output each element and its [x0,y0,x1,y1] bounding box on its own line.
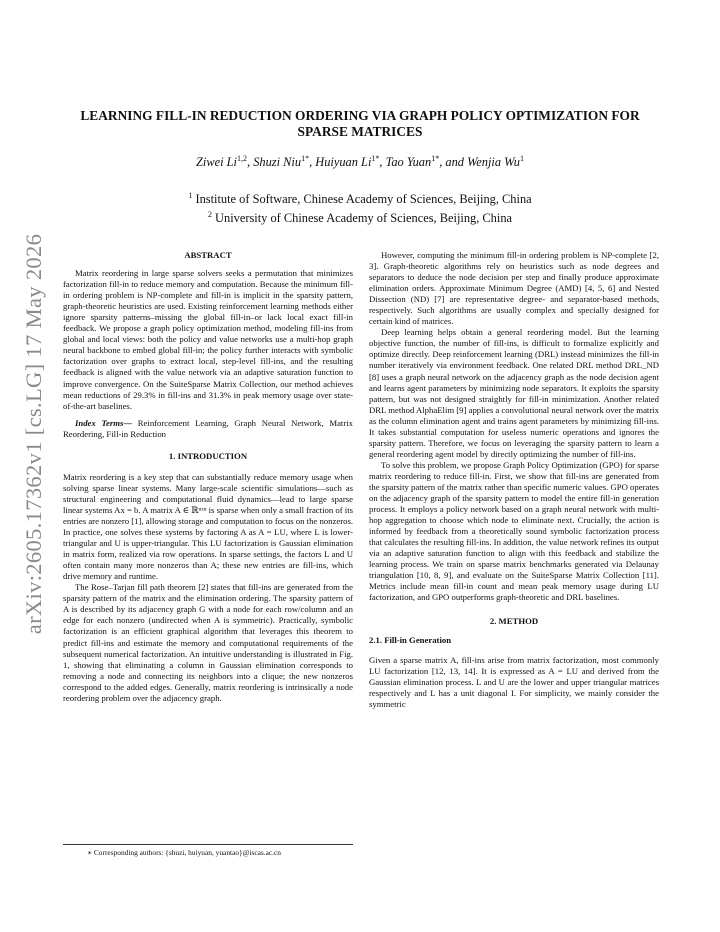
author: Huiyuan $Li^{1*}$, [315,154,386,170]
body-paragraph: However, computing the minimum fill-in ordering problem is NP-complete [2, 3]. Graph-theoretic algorithms rely on heuristics such as node degrees and separators to deduce the node decision per step and finally produce approximate elimination orders. Approximate Minimum Degree (AMD) [4, 5, 6] and Nested Dissection (ND) [7] are representative degree- and separator-based methods, respectively. Such algorithms are usually complex and specially designed for certain kind of matrices. [369,250,659,327]
author: Shuzi Niu$^{1*}$, [253,154,316,170]
body-paragraph: Deep learning helps obtain a general reordering model. But the learning objective function, the number of fill-ins, is difficult to formalize explicitly and optimize directly. Deep reinforcement learning (DRL) instead minimizes the fill-in number iteratively via environment feedback. One related DRL method DRL_ND [8] uses a graph neural network on the adjacency graph as the node decision agent and learns agent parameters by minimizing node separators. It exploits the sparsity pattern, but was not designed straightly for fill-in minimization. Another related DRL method AlphaElim [9] applies a convolutional neural network over the matrix as the column elimination agent and trains agent parameters by minimizing fill-ins. It takes substantial computation for useless numeric operations and ignores the sparsity pattern. Therefore, we focus on leveraging the sparsity pattern to learn a general reordering agent model by directly optimizing the number of fill-ins. [369,327,659,459]
abstract-heading: ABSTRACT [184,250,232,260]
abstract-text: Matrix reordering in large sparse solvers seeks a permutation that minimizes factorization fill-in to reduce memory and computation. Because the minimum fill-in ordering problem is NP-complete and fill-in is implicit in the sparsity pattern, graph-theoretic heuristics are used. Existing reinforcement learning methods either ignore sparsity patterns–missing the global fill-in–or lack local exact fill-in feedback. We propose a graph policy optimization method, modeling fill-ins from global and local views: both the policy and value networks use a multi-hop graph neural backbone to embed global fill-in; the policy further interacts with symbolic factorization over graphs to extract local, step-level fill-ins, and the resulting feedback is aligned with the value network via an adaptive saturation function to improve convergence. On the SuiteSparse Matrix Collection, our method achieves mean reductions of 29.3% in fill-ins and 31.3% in peak memory usage over state-of-the-art baselines. [63,268,353,411]
right-column [369,250,659,710]
author-list [60,154,660,170]
subsection-heading: 2.1. Fill-in Generation [369,634,452,645]
author: Wenjia Wu$^1$ [467,154,524,170]
method-heading: 2. METHOD [489,615,539,626]
footnote-text: ∗ Corresponding authors: {shuzi, huiyuan, yuantao}@iscas.ac.cn [87,848,282,857]
author: Tao Yuan$^{1*}$, and [385,154,468,170]
index-terms-text: Reinforcement Learning, Graph Neural Network, Matrix Reordering, Fill-in Reduction [63,417,354,439]
author: Ziwei Li$^{1,2}$, [196,154,254,170]
affiliation: $^1$ Institute of Software, Chinese Academy of Sciences, Beijing, China [188,191,532,207]
intro-paragraph: Matrix reordering is a key step that can substantially reduce memory usage when solving sparse linear systems. Many large-scale scientific simulations—such as structural engineering and computational fluid dynamics—lead to large sparse linear systems Ax = b. A matrix A ∈ ℝⁿˣⁿ is sparse when only a small fraction of its entries are nonzero [1], allowing storage and computation to focus on the nonzeros. In practice, one solves these systems by factoring A as A = LU, where L is lower-triangular and U is upper-triangular. This LU factorization is Gaussian elimination in matrix form, realized via row operations. In sparse settings, the factors L and U often contain many more nonzeros than A; these new entries are fill-ins, which drive memory and runtime. [63,471,353,582]
method-paragraph: Given a sparse matrix A, fill-ins arise from matrix factorization, most commonly LU factorization [12, 13, 14]. It is expressed as A = LU and derived from the Gaussian elimination process. L and U are the lower and upper triangular matrices respectively and L has a unit diagonal I. For simplicity, we mainly consider the symmetric [369,654,659,709]
intro-heading: 1. INTRODUCTION [168,450,248,461]
arxiv-stamp-text: arXiv:2605.17362v1 [cs.LG] 17 May 2026 [21,233,46,635]
footnote [63,844,353,857]
affiliations [60,188,660,226]
arxiv-stamp [14,214,54,654]
body-paragraph: To solve this problem, we propose Graph Policy Optimization (GPO) for sparse matrix reordering to reduce fill-in. First, we show that fill-ins are generated from the sparsity pattern of the matrix rather than specific numeric values. GPO operates on the adjacency graph of the sparsity pattern to model the entire fill-in generation process. It employs a policy network based on a graph neural network with multi-hop aggregation to choose which node to eliminate next. Crucially, the action is informed by feedback from a theoretically sound symbolic factorization process that calculates the resulting fill-ins. In addition, the value network refines its output via an adaptive saturation function to align with this feedback and stabilize the learning process. We train on sparse matrix benchmarks generated via Delaunay triangulation [10, 8, 9], and evaluate on the SuiteSparse Matrix Collection [11]. Metrics include mean fill-in count and mean peak memory usage during LU factorization, and GPO outperforms graph-theoretic and DRL baselines. [369,459,659,603]
left-column [63,250,353,704]
intro-paragraph: The Rose–Tarjan fill path theorem [2] states that fill-ins are generated from the sparsity pattern of the matrix and the elimination ordering. The sparsity pattern of A is described by its adjacency graph G with a node for each row/column and an edge for each nonzero (undirected when A is symmetric). Practically, symbolic factorization is an efficient graphical algorithm that leverages this theorem to predict fill-ins and estimate the memory and computational requirements of the subsequent numerical factorization. An intuitive understanding is illustrated in Fig. 1, showing that eliminating a column in Gaussian elimination corresponds to removing a node and connecting its neighbors into a clique; the new nonzeros correspond to the added edges. Generally, matrix reordering is intrinsically a node reordering problem over the adjacency graph. [63,582,353,703]
index-terms [63,418,353,440]
index-terms-label: Index Terms— [75,417,133,428]
affiliation: $^2$ University of Chinese Academy of Sciences, Beijing, China [207,210,513,226]
paper-title: LEARNING FILL-IN REDUCTION ORDERING VIA GRAPH POLICY OPTIMIZATION FOR SPARSE MATRICES [80,108,640,139]
